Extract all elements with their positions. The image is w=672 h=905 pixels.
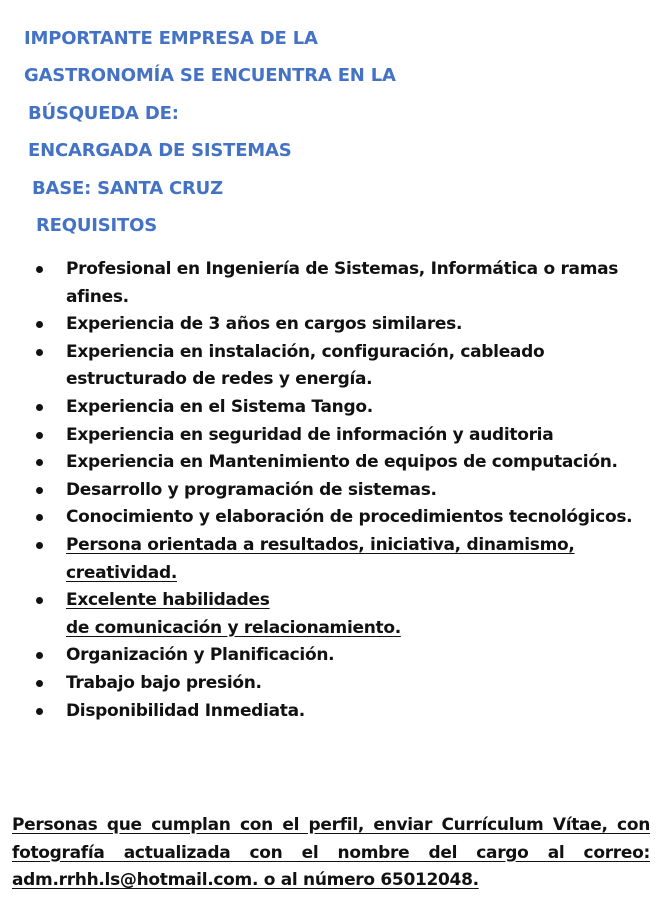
list-item: [36, 670, 646, 698]
heading-location: BASE: SANTA CRUZ: [32, 178, 223, 199]
list-item: [36, 422, 646, 450]
bullet-icon: [36, 266, 43, 273]
requirements-list: [36, 256, 646, 725]
list-item: [36, 394, 646, 422]
heading-company: IMPORTANTE EMPRESA DE LA: [24, 28, 318, 49]
bullet-icon: [36, 542, 43, 549]
heading-position: ENCARGADA DE SISTEMAS: [28, 140, 292, 161]
list-item: [36, 449, 646, 477]
list-item: [36, 698, 646, 726]
bullet-icon: [36, 349, 43, 356]
requirement-text: Persona orientada a resultados, iniciativa, dinamismo, creatividad.: [66, 534, 575, 583]
bullet-icon: [36, 432, 43, 439]
requirement-text: Experiencia en Mantenimiento de equipos de computación.: [66, 452, 618, 473]
list-item: [36, 477, 646, 505]
requirement-text-continued: de comunicación y relacionamiento.: [66, 617, 401, 638]
bullet-icon: [36, 680, 43, 687]
bullet-icon: [36, 459, 43, 466]
requirement-text: Conocimiento y elaboración de procedimientos tecnológicos.: [66, 507, 633, 528]
heading-search: BÚSQUEDA DE:: [28, 103, 179, 124]
list-item: [36, 642, 646, 670]
application-instructions: Personas que cumplan con el perfil, enviar Currículum Vítae, con fotografía actualizada con el nombre del cargo al correo: adm.rrhh.ls@hotmail.com. o al número 65012048.: [12, 815, 650, 890]
requirement-text: Trabajo bajo presión.: [66, 672, 262, 693]
list-item: [36, 256, 646, 311]
list-item: [36, 504, 646, 532]
bullet-icon: [36, 652, 43, 659]
list-item: [36, 339, 646, 394]
requirement-text: Organización y Planificación.: [66, 645, 335, 666]
requirement-text: Experiencia en el Sistema Tango.: [66, 396, 373, 417]
requirement-text: Excelente habilidades: [66, 590, 270, 611]
requirement-text: Desarrollo y programación de sistemas.: [66, 479, 437, 500]
requirement-text: Experiencia de 3 años en cargos similares.: [66, 314, 463, 335]
list-item: [36, 532, 646, 587]
bullet-icon: [36, 514, 43, 521]
heading-requirements: REQUISITOS: [36, 215, 157, 236]
bullet-icon: [36, 597, 43, 604]
requirement-text: Profesional en Ingeniería de Sistemas, Informática o ramas afines.: [66, 259, 619, 307]
requirement-text: Experiencia en instalación, configuración, cableado estructurado de redes y energía.: [66, 341, 545, 390]
bullet-icon: [36, 321, 43, 328]
bullet-icon: [36, 404, 43, 411]
requirement-text: Disponibilidad Inmediata.: [66, 700, 305, 721]
heading-sector: GASTRONOMÍA SE ENCUENTRA EN LA: [24, 65, 396, 86]
list-item: [36, 311, 646, 339]
requirement-text: Experiencia en seguridad de información y auditoria: [66, 424, 554, 445]
list-item: [36, 587, 646, 642]
bullet-icon: [36, 487, 43, 494]
bullet-icon: [36, 708, 43, 715]
